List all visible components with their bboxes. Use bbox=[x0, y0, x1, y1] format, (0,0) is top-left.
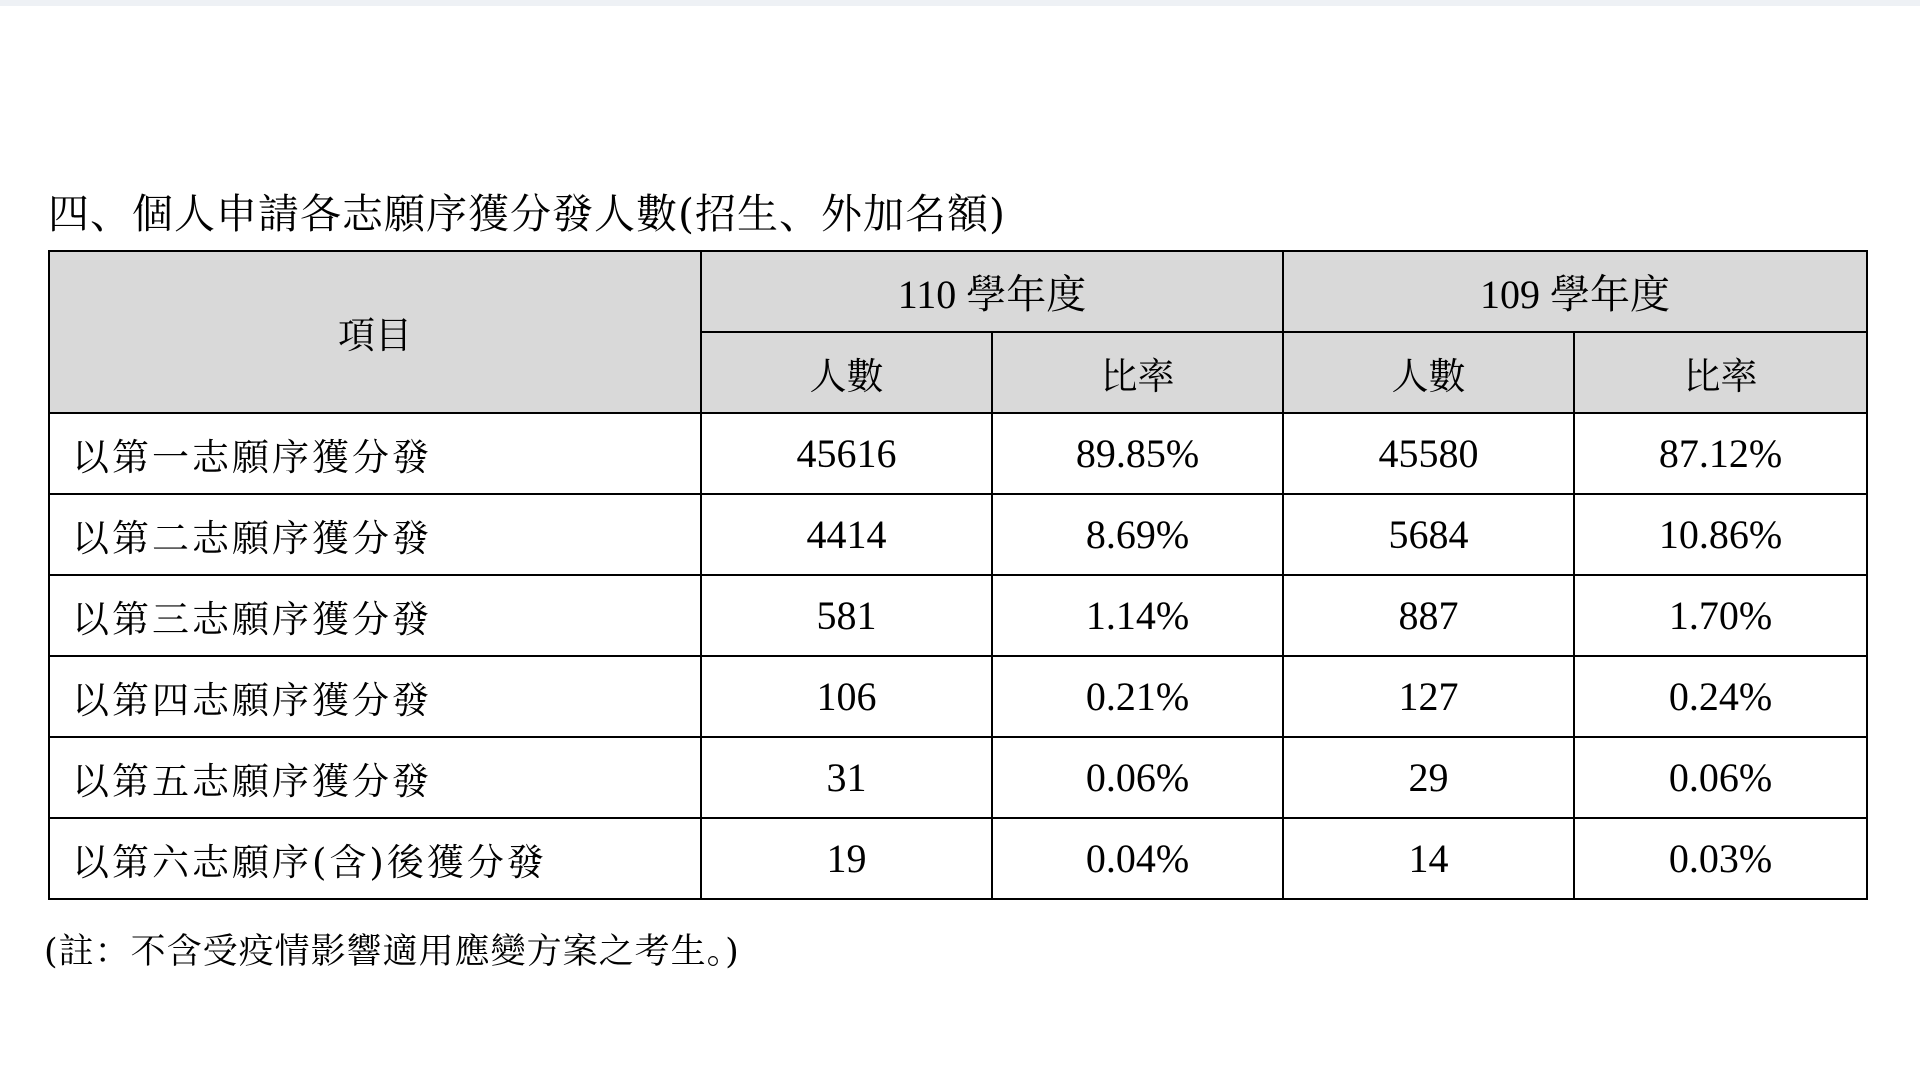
table-row bbox=[49, 737, 1867, 818]
count-110: 4414 bbox=[701, 494, 992, 575]
row-label: 以第一志願序獲分發 bbox=[49, 413, 701, 494]
count-109: 887 bbox=[1283, 575, 1574, 656]
rate-110: 8.69% bbox=[992, 494, 1283, 575]
count-109: 45580 bbox=[1283, 413, 1574, 494]
rate-109: 0.03% bbox=[1574, 818, 1867, 899]
rate-110: 89.85% bbox=[992, 413, 1283, 494]
header-row-years bbox=[49, 251, 1867, 332]
rate-header-109: 比率 bbox=[1574, 332, 1867, 413]
top-strip bbox=[0, 0, 1920, 6]
item-header: 項目 bbox=[49, 251, 701, 413]
count-109: 14 bbox=[1283, 818, 1574, 899]
row-label: 以第二志願序獲分發 bbox=[49, 494, 701, 575]
table-row bbox=[49, 818, 1867, 899]
rate-109: 0.24% bbox=[1574, 656, 1867, 737]
count-109: 127 bbox=[1283, 656, 1574, 737]
row-label: 以第五志願序獲分發 bbox=[49, 737, 701, 818]
row-label: 以第三志願序獲分發 bbox=[49, 575, 701, 656]
count-110: 106 bbox=[701, 656, 992, 737]
count-110: 45616 bbox=[701, 413, 992, 494]
table-row bbox=[49, 656, 1867, 737]
row-label: 以第四志願序獲分發 bbox=[49, 656, 701, 737]
count-110: 31 bbox=[701, 737, 992, 818]
rate-110: 0.04% bbox=[992, 818, 1283, 899]
count-110: 581 bbox=[701, 575, 992, 656]
row-label: 以第六志願序(含)後獲分發 bbox=[49, 818, 701, 899]
rate-109: 1.70% bbox=[1574, 575, 1867, 656]
table-row bbox=[49, 575, 1867, 656]
page-title: 四、個人申請各志願序獲分發人數(招生、外加名額) bbox=[48, 190, 1006, 238]
count-109: 29 bbox=[1283, 737, 1574, 818]
rate-109: 0.06% bbox=[1574, 737, 1867, 818]
rate-109: 10.86% bbox=[1574, 494, 1867, 575]
year-header-109: 109 學年度 bbox=[1283, 251, 1867, 332]
rate-110: 0.21% bbox=[992, 656, 1283, 737]
rate-header-110: 比率 bbox=[992, 332, 1283, 413]
table-row bbox=[49, 413, 1867, 494]
footnote: (註：不含受疫情影響適用應變方案之考生。) bbox=[44, 932, 740, 972]
count-header-110: 人數 bbox=[701, 332, 992, 413]
count-header-109: 人數 bbox=[1283, 332, 1574, 413]
rate-110: 1.14% bbox=[992, 575, 1283, 656]
table-row bbox=[49, 494, 1867, 575]
distribution-table bbox=[48, 250, 1868, 900]
count-110: 19 bbox=[701, 818, 992, 899]
count-109: 5684 bbox=[1283, 494, 1574, 575]
rate-109: 87.12% bbox=[1574, 413, 1867, 494]
year-header-110: 110 學年度 bbox=[701, 251, 1283, 332]
rate-110: 0.06% bbox=[992, 737, 1283, 818]
